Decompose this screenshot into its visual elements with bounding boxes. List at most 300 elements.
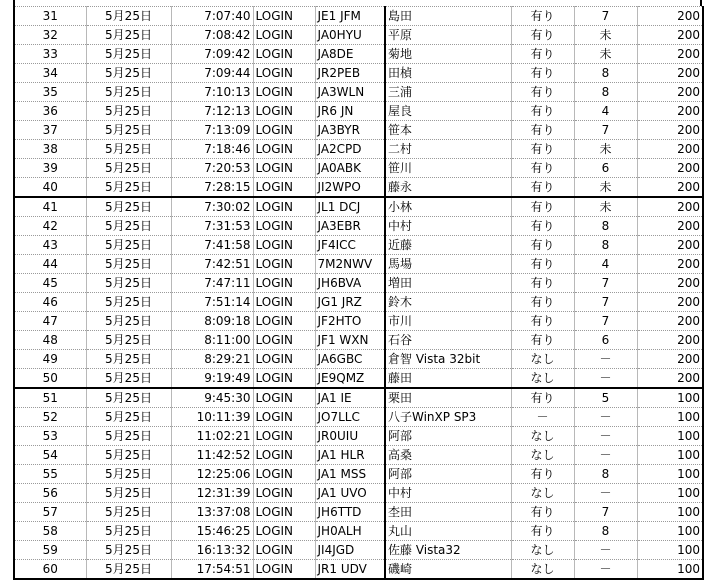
entry-time: 8:11:00 <box>171 331 253 350</box>
entry-count: 4 <box>574 255 637 274</box>
entry-points: 200 <box>637 274 703 293</box>
entry-callsign: JL1 DCJ <box>315 197 385 217</box>
entry-flag: 有り <box>511 217 574 236</box>
entry-count: 8 <box>574 522 637 541</box>
entry-callsign: JO7LLC <box>315 408 385 427</box>
table-row <box>14 446 703 465</box>
entry-operator: 八子WinXP SP3 <box>385 408 511 427</box>
entry-date: 5月25日 <box>86 369 171 389</box>
entry-time: 10:11:39 <box>171 408 253 427</box>
entry-date: 5月25日 <box>86 102 171 121</box>
table-row <box>14 312 703 331</box>
entry-number: 50 <box>14 369 86 389</box>
entry-operator: 市川 <box>385 312 511 331</box>
entry-operator: 馬場 <box>385 255 511 274</box>
entry-time: 12:31:39 <box>171 484 253 503</box>
entry-time: 9:45:30 <box>171 388 253 408</box>
table-row <box>14 388 703 408</box>
entry-time: 17:54:51 <box>171 560 253 580</box>
entry-callsign: JE1 JFM <box>315 7 385 26</box>
entry-count: － <box>574 560 637 580</box>
entry-number: 39 <box>14 159 86 178</box>
entry-number: 44 <box>14 255 86 274</box>
entry-action: LOGIN <box>253 369 315 389</box>
entry-flag: 有り <box>511 45 574 64</box>
entry-flag: 有り <box>511 312 574 331</box>
entry-time: 7:31:53 <box>171 217 253 236</box>
entry-points: 100 <box>637 408 703 427</box>
entry-points: 200 <box>637 236 703 255</box>
entry-count: － <box>574 446 637 465</box>
entry-operator: 中村 <box>385 484 511 503</box>
entry-number: 53 <box>14 427 86 446</box>
entry-callsign: JA3WLN <box>315 83 385 102</box>
entry-operator: 阿部 <box>385 465 511 484</box>
entry-date: 5月25日 <box>86 140 171 159</box>
entry-date: 5月25日 <box>86 197 171 217</box>
entry-action: LOGIN <box>253 293 315 312</box>
entry-count: 8 <box>574 465 637 484</box>
table-row <box>14 159 703 178</box>
entry-time: 7:09:44 <box>171 64 253 83</box>
entry-flag: なし <box>511 350 574 369</box>
table-row <box>14 369 703 389</box>
entry-time: 7:51:14 <box>171 293 253 312</box>
entry-number: 46 <box>14 293 86 312</box>
entry-count: － <box>574 541 637 560</box>
entry-points: 100 <box>637 484 703 503</box>
table-row <box>14 45 703 64</box>
entry-count: － <box>574 369 637 389</box>
entry-count: 7 <box>574 7 637 26</box>
entry-callsign: JR2PEB <box>315 64 385 83</box>
entry-callsign: JA2CPD <box>315 140 385 159</box>
entry-number: 51 <box>14 388 86 408</box>
entry-number: 54 <box>14 446 86 465</box>
entry-action: LOGIN <box>253 26 315 45</box>
entry-count: 7 <box>574 274 637 293</box>
entry-time: 7:10:13 <box>171 83 253 102</box>
entry-points: 200 <box>637 102 703 121</box>
entry-flag: 有り <box>511 64 574 83</box>
entry-number: 33 <box>14 45 86 64</box>
entry-callsign: JR1 UDV <box>315 560 385 580</box>
entry-flag: 有り <box>511 197 574 217</box>
entry-points: 200 <box>637 217 703 236</box>
entry-date: 5月25日 <box>86 312 171 331</box>
entry-number: 37 <box>14 121 86 140</box>
entry-callsign: JH0ALH <box>315 522 385 541</box>
entry-count: 6 <box>574 331 637 350</box>
entry-operator: 倉智 Vista 32bit <box>385 350 511 369</box>
table-row <box>14 7 703 26</box>
entry-operator: 近藤 <box>385 236 511 255</box>
entry-operator: 島田 <box>385 7 511 26</box>
entry-time: 11:02:21 <box>171 427 253 446</box>
entry-count: 7 <box>574 503 637 522</box>
entry-operator: 高桑 <box>385 446 511 465</box>
entry-time: 7:09:42 <box>171 45 253 64</box>
table-row <box>14 293 703 312</box>
entry-action: LOGIN <box>253 64 315 83</box>
entry-points: 200 <box>637 255 703 274</box>
login-log-table <box>13 6 704 580</box>
entry-count: 8 <box>574 236 637 255</box>
entry-number: 34 <box>14 64 86 83</box>
entry-flag: 有り <box>511 83 574 102</box>
entry-operator: 笹本 <box>385 121 511 140</box>
entry-action: LOGIN <box>253 560 315 580</box>
entry-number: 32 <box>14 26 86 45</box>
entry-number: 52 <box>14 408 86 427</box>
entry-number: 47 <box>14 312 86 331</box>
entry-operator: 藤田 <box>385 369 511 389</box>
entry-action: LOGIN <box>253 255 315 274</box>
entry-operator: 阿部 <box>385 427 511 446</box>
entry-date: 5月25日 <box>86 274 171 293</box>
entry-operator: 三浦 <box>385 83 511 102</box>
entry-date: 5月25日 <box>86 255 171 274</box>
entry-count: 5 <box>574 388 637 408</box>
entry-flag: 有り <box>511 178 574 198</box>
entry-date: 5月25日 <box>86 427 171 446</box>
entry-number: 59 <box>14 541 86 560</box>
entry-date: 5月25日 <box>86 560 171 580</box>
entry-action: LOGIN <box>253 446 315 465</box>
table-row <box>14 541 703 560</box>
entry-time: 7:41:58 <box>171 236 253 255</box>
entry-number: 57 <box>14 503 86 522</box>
entry-callsign: JA6GBC <box>315 350 385 369</box>
entry-action: LOGIN <box>253 388 315 408</box>
table-row <box>14 197 703 217</box>
entry-points: 200 <box>637 159 703 178</box>
entry-points: 100 <box>637 465 703 484</box>
entry-flag: なし <box>511 369 574 389</box>
entry-points: 100 <box>637 541 703 560</box>
entry-operator: 佐藤 Vista32 <box>385 541 511 560</box>
entry-operator: 小林 <box>385 197 511 217</box>
entry-number: 36 <box>14 102 86 121</box>
entry-action: LOGIN <box>253 45 315 64</box>
entry-flag: 有り <box>511 102 574 121</box>
entry-number: 43 <box>14 236 86 255</box>
entry-action: LOGIN <box>253 408 315 427</box>
table-row <box>14 83 703 102</box>
table-row <box>14 26 703 45</box>
entry-points: 100 <box>637 446 703 465</box>
entry-points: 200 <box>637 312 703 331</box>
entry-callsign: JA1 MSS <box>315 465 385 484</box>
entry-callsign: JF2HTO <box>315 312 385 331</box>
entry-date: 5月25日 <box>86 45 171 64</box>
entry-points: 200 <box>637 293 703 312</box>
entry-flag: 有り <box>511 522 574 541</box>
entry-action: LOGIN <box>253 274 315 293</box>
entry-date: 5月25日 <box>86 541 171 560</box>
entry-flag: なし <box>511 541 574 560</box>
entry-count: 未 <box>574 26 637 45</box>
entry-number: 60 <box>14 560 86 580</box>
entry-callsign: JH6BVA <box>315 274 385 293</box>
entry-time: 7:08:42 <box>171 26 253 45</box>
table-row <box>14 178 703 198</box>
entry-action: LOGIN <box>253 178 315 198</box>
entry-operator: 田楨 <box>385 64 511 83</box>
entry-time: 7:20:53 <box>171 159 253 178</box>
entry-points: 200 <box>637 83 703 102</box>
entry-time: 7:28:15 <box>171 178 253 198</box>
entry-callsign: JA0HYU <box>315 26 385 45</box>
entry-points: 200 <box>637 121 703 140</box>
entry-count: 7 <box>574 293 637 312</box>
entry-operator: 増田 <box>385 274 511 293</box>
entry-flag: なし <box>511 446 574 465</box>
entry-action: LOGIN <box>253 522 315 541</box>
entry-date: 5月25日 <box>86 522 171 541</box>
entry-count: － <box>574 408 637 427</box>
entry-callsign: JA3EBR <box>315 217 385 236</box>
entry-time: 8:29:21 <box>171 350 253 369</box>
entry-action: LOGIN <box>253 102 315 121</box>
entry-date: 5月25日 <box>86 503 171 522</box>
entry-flag: 有り <box>511 236 574 255</box>
entry-date: 5月25日 <box>86 159 171 178</box>
entry-points: 100 <box>637 427 703 446</box>
entry-callsign: JA1 IE <box>315 388 385 408</box>
table-row <box>14 350 703 369</box>
entry-time: 11:42:52 <box>171 446 253 465</box>
entry-points: 200 <box>637 26 703 45</box>
entry-callsign: JA3BYR <box>315 121 385 140</box>
table-row <box>14 465 703 484</box>
entry-count: 4 <box>574 102 637 121</box>
entry-points: 100 <box>637 522 703 541</box>
entry-date: 5月25日 <box>86 26 171 45</box>
entry-count: 未 <box>574 140 637 159</box>
entry-operator: 石谷 <box>385 331 511 350</box>
entry-action: LOGIN <box>253 484 315 503</box>
entry-action: LOGIN <box>253 217 315 236</box>
entry-action: LOGIN <box>253 427 315 446</box>
entry-count: 7 <box>574 312 637 331</box>
entry-operator: 中村 <box>385 217 511 236</box>
entry-date: 5月25日 <box>86 236 171 255</box>
entry-flag: 有り <box>511 274 574 293</box>
entry-callsign: JA8DE <box>315 45 385 64</box>
entry-time: 12:25:06 <box>171 465 253 484</box>
table-row <box>14 217 703 236</box>
entry-callsign: JH6TTD <box>315 503 385 522</box>
entry-number: 35 <box>14 83 86 102</box>
entry-callsign: JR6 JN <box>315 102 385 121</box>
entry-flag: 有り <box>511 140 574 159</box>
entry-points: 100 <box>637 503 703 522</box>
entry-operator: 磯崎 <box>385 560 511 580</box>
entry-operator: 藤永 <box>385 178 511 198</box>
table-row <box>14 236 703 255</box>
entry-operator: 笹川 <box>385 159 511 178</box>
table-row <box>14 255 703 274</box>
entry-number: 40 <box>14 178 86 198</box>
entry-flag: 有り <box>511 159 574 178</box>
entry-number: 38 <box>14 140 86 159</box>
entry-time: 7:12:13 <box>171 102 253 121</box>
entry-date: 5月25日 <box>86 293 171 312</box>
entry-points: 200 <box>637 64 703 83</box>
entry-action: LOGIN <box>253 312 315 331</box>
table-row <box>14 408 703 427</box>
entry-points: 200 <box>637 331 703 350</box>
entry-number: 45 <box>14 274 86 293</box>
entry-action: LOGIN <box>253 7 315 26</box>
entry-callsign: JF1 WXN <box>315 331 385 350</box>
entry-date: 5月25日 <box>86 388 171 408</box>
entry-operator: 菊地 <box>385 45 511 64</box>
entry-points: 200 <box>637 178 703 198</box>
entry-number: 48 <box>14 331 86 350</box>
entry-date: 5月25日 <box>86 178 171 198</box>
table-row <box>14 140 703 159</box>
entry-date: 5月25日 <box>86 83 171 102</box>
entry-action: LOGIN <box>253 541 315 560</box>
entry-time: 7:07:40 <box>171 7 253 26</box>
table-row <box>14 484 703 503</box>
entry-flag: 有り <box>511 255 574 274</box>
entry-callsign: JI4JGD <box>315 541 385 560</box>
entry-callsign: JR0UIU <box>315 427 385 446</box>
entry-date: 5月25日 <box>86 465 171 484</box>
entry-count: 未 <box>574 178 637 198</box>
entry-flag: 有り <box>511 503 574 522</box>
entry-action: LOGIN <box>253 465 315 484</box>
entry-flag: 有り <box>511 121 574 140</box>
entry-time: 13:37:08 <box>171 503 253 522</box>
entry-points: 200 <box>637 369 703 389</box>
entry-time: 8:09:18 <box>171 312 253 331</box>
entry-action: LOGIN <box>253 83 315 102</box>
table-row <box>14 64 703 83</box>
entry-action: LOGIN <box>253 159 315 178</box>
entry-flag: なし <box>511 484 574 503</box>
entry-time: 7:42:51 <box>171 255 253 274</box>
entry-callsign: JI2WPO <box>315 178 385 198</box>
table-row <box>14 121 703 140</box>
entry-action: LOGIN <box>253 236 315 255</box>
entry-number: 31 <box>14 7 86 26</box>
entry-flag: － <box>511 408 574 427</box>
entry-callsign: JA1 HLR <box>315 446 385 465</box>
entry-number: 58 <box>14 522 86 541</box>
entry-date: 5月25日 <box>86 408 171 427</box>
entry-time: 7:30:02 <box>171 197 253 217</box>
entry-time: 7:18:46 <box>171 140 253 159</box>
entry-action: LOGIN <box>253 331 315 350</box>
entry-date: 5月25日 <box>86 484 171 503</box>
entry-flag: 有り <box>511 388 574 408</box>
entry-points: 100 <box>637 388 703 408</box>
entry-callsign: 7M2NWV <box>315 255 385 274</box>
entry-date: 5月25日 <box>86 121 171 140</box>
entry-count: － <box>574 427 637 446</box>
entry-date: 5月25日 <box>86 446 171 465</box>
entry-action: LOGIN <box>253 350 315 369</box>
entry-number: 41 <box>14 197 86 217</box>
table-row <box>14 522 703 541</box>
entry-callsign: JF4ICC <box>315 236 385 255</box>
entry-count: － <box>574 484 637 503</box>
entry-count: 8 <box>574 83 637 102</box>
table-row <box>14 427 703 446</box>
entry-operator: 二村 <box>385 140 511 159</box>
entry-date: 5月25日 <box>86 217 171 236</box>
entry-operator: 杢田 <box>385 503 511 522</box>
entry-operator: 屋良 <box>385 102 511 121</box>
entry-flag: なし <box>511 427 574 446</box>
entry-count: 8 <box>574 217 637 236</box>
table-row <box>14 102 703 121</box>
entry-flag: 有り <box>511 7 574 26</box>
entry-date: 5月25日 <box>86 350 171 369</box>
entry-operator: 丸山 <box>385 522 511 541</box>
entry-flag: 有り <box>511 26 574 45</box>
entry-points: 200 <box>637 45 703 64</box>
entry-callsign: JA1 UVO <box>315 484 385 503</box>
entry-points: 200 <box>637 350 703 369</box>
entry-date: 5月25日 <box>86 7 171 26</box>
entry-time: 16:13:32 <box>171 541 253 560</box>
entry-points: 200 <box>637 197 703 217</box>
entry-date: 5月25日 <box>86 331 171 350</box>
entry-count: － <box>574 350 637 369</box>
entry-points: 100 <box>637 560 703 580</box>
entry-number: 49 <box>14 350 86 369</box>
entry-count: 未 <box>574 45 637 64</box>
entry-time: 7:13:09 <box>171 121 253 140</box>
entry-action: LOGIN <box>253 197 315 217</box>
entry-callsign: JA0ABK <box>315 159 385 178</box>
entry-points: 200 <box>637 7 703 26</box>
table-row <box>14 331 703 350</box>
entry-flag: なし <box>511 560 574 580</box>
entry-time: 15:46:25 <box>171 522 253 541</box>
entry-operator: 鈴木 <box>385 293 511 312</box>
entry-count: 未 <box>574 197 637 217</box>
entry-time: 7:47:11 <box>171 274 253 293</box>
entry-flag: 有り <box>511 293 574 312</box>
entry-time: 9:19:49 <box>171 369 253 389</box>
entry-callsign: JE9QMZ <box>315 369 385 389</box>
entry-action: LOGIN <box>253 140 315 159</box>
entry-count: 8 <box>574 64 637 83</box>
entry-number: 55 <box>14 465 86 484</box>
table-row <box>14 274 703 293</box>
entry-number: 56 <box>14 484 86 503</box>
entry-count: 7 <box>574 121 637 140</box>
entry-number: 42 <box>14 217 86 236</box>
entry-callsign: JG1 JRZ <box>315 293 385 312</box>
entry-count: 6 <box>574 159 637 178</box>
entry-flag: 有り <box>511 465 574 484</box>
table-row <box>14 503 703 522</box>
entry-operator: 栗田 <box>385 388 511 408</box>
table-row <box>14 560 703 580</box>
entry-action: LOGIN <box>253 121 315 140</box>
entry-flag: 有り <box>511 331 574 350</box>
entry-points: 200 <box>637 140 703 159</box>
entry-operator: 平原 <box>385 26 511 45</box>
entry-date: 5月25日 <box>86 64 171 83</box>
